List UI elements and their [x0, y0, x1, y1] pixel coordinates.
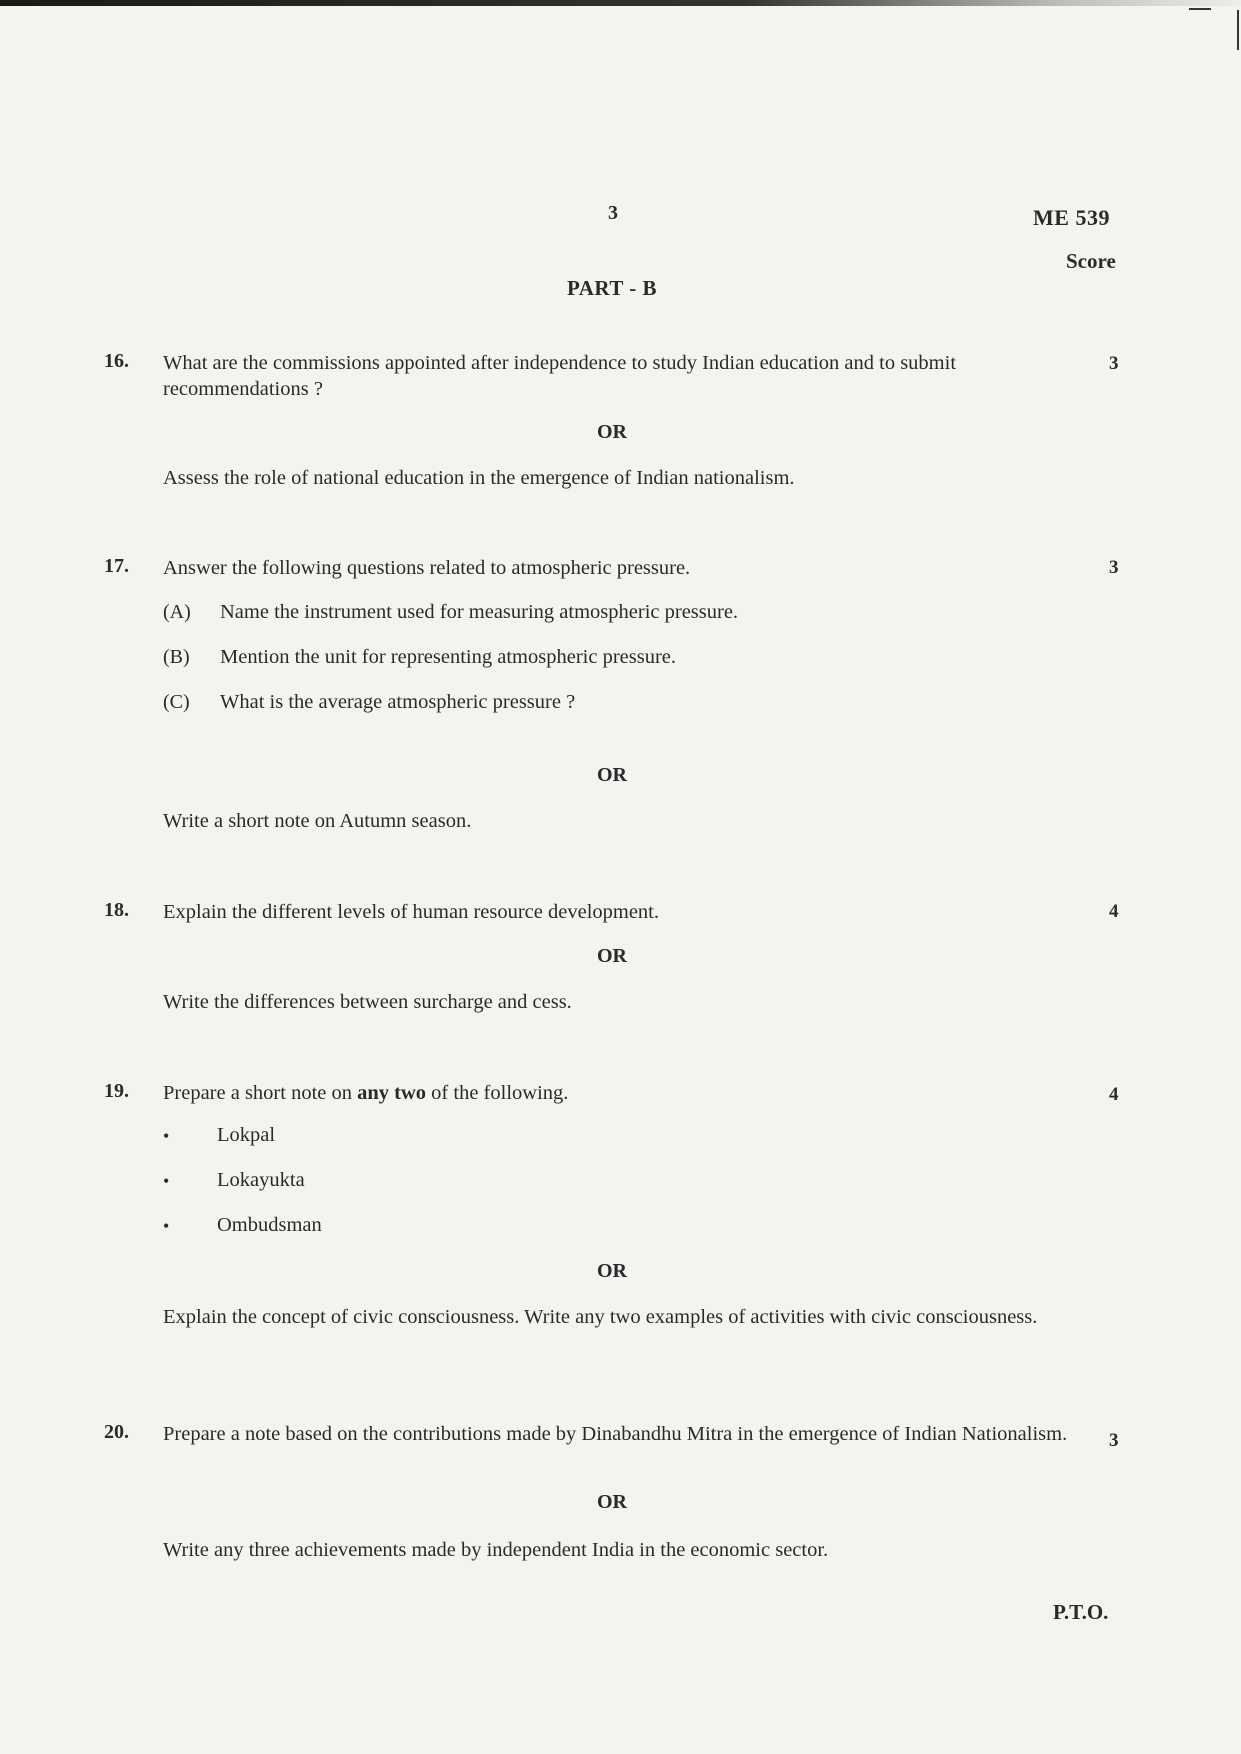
question-score: 3	[1109, 557, 1119, 578]
scan-edge-mark	[1237, 10, 1239, 50]
question-number: 19.	[104, 1080, 129, 1102]
or-separator: OR	[597, 945, 627, 967]
alternative-question-text: Explain the concept of civic consciousness. Write any two examples of activities with civic consciousness.	[163, 1306, 1038, 1328]
sub-part-label: (C)	[163, 691, 190, 713]
question-score: 3	[1109, 1430, 1119, 1451]
paper-code: ME 539	[1033, 205, 1110, 230]
question-score: 4	[1109, 1084, 1119, 1105]
or-separator: OR	[597, 1260, 627, 1282]
scan-mark	[1189, 8, 1211, 10]
question-text-start: Prepare a short note on	[163, 1082, 358, 1104]
alternative-question-text: Write any three achievements made by independent India in the economic sector.	[163, 1539, 829, 1561]
bullet-item: Ombudsman	[217, 1214, 322, 1236]
question-text: Prepare a note based on the contributions made by Dinabandhu Mitra in the emergence of Indian Nationalism.	[163, 1423, 1068, 1445]
bullet-icon: •	[163, 1171, 170, 1191]
question-score: 3	[1109, 353, 1119, 374]
question-number: 17.	[104, 555, 129, 577]
sub-part-text: Name the instrument used for measuring atmospheric pressure.	[220, 601, 739, 623]
bullet-item: Lokpal	[217, 1124, 276, 1146]
alternative-question-text: Write the differences between surcharge and cess.	[163, 991, 572, 1013]
question-text-end: of the following.	[426, 1082, 569, 1104]
part-title: PART - B	[567, 276, 657, 300]
scan-border-top	[0, 0, 1241, 6]
question-number: 18.	[104, 899, 129, 921]
bullet-icon: •	[163, 1216, 170, 1236]
sub-part-text: What is the average atmospheric pressure ?	[220, 691, 576, 713]
or-separator: OR	[597, 764, 627, 786]
alternative-question-text: Write a short note on Autumn season.	[163, 810, 472, 832]
question-text: Explain the different levels of human resource development.	[163, 901, 660, 923]
question-text: What are the commissions appointed after independence to study Indian education and to submit recommendations ?	[163, 352, 957, 400]
question-number: 20.	[104, 1421, 129, 1443]
or-separator: OR	[597, 421, 627, 443]
bullet-item: Lokayukta	[217, 1169, 305, 1191]
question-score: 4	[1109, 901, 1119, 922]
please-turn-over: P.T.O.	[1053, 1600, 1109, 1624]
question-number: 16.	[104, 350, 129, 372]
bullet-icon: •	[163, 1126, 170, 1146]
question-text: Answer the following questions related to atmospheric pressure.	[163, 557, 691, 579]
or-separator: OR	[597, 1491, 627, 1513]
page-number: 3	[608, 202, 618, 224]
question-text-emphasis: any two	[357, 1082, 427, 1104]
question-text	[163, 1080, 1068, 1106]
score-column-header: Score	[1066, 249, 1116, 273]
sub-part-text: Mention the unit for representing atmospheric pressure.	[220, 646, 676, 668]
alternative-question-text: Assess the role of national education in the emergence of Indian nationalism.	[163, 467, 795, 489]
sub-part-label: (B)	[163, 646, 190, 668]
sub-part-label: (A)	[163, 601, 191, 623]
